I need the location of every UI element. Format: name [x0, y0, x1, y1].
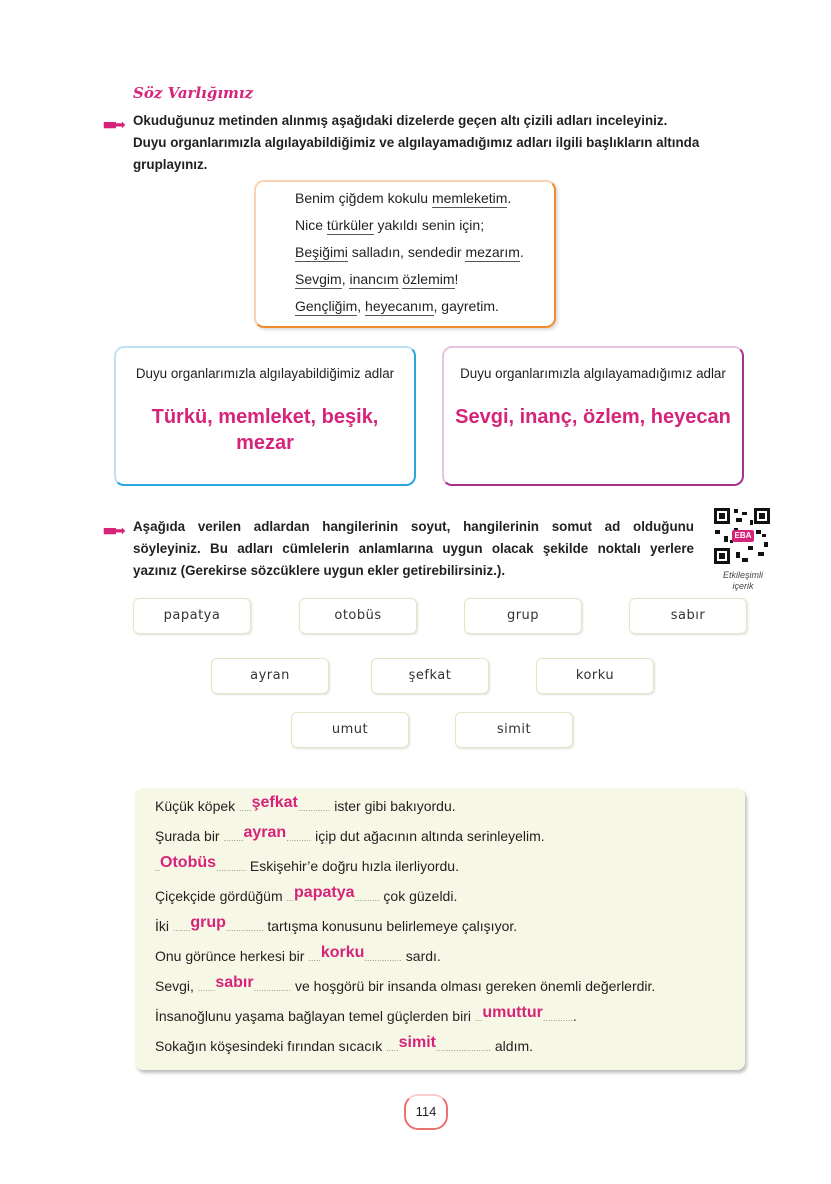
handwritten-answer: mezar: [236, 432, 294, 454]
poem-line-1: [295, 190, 511, 206]
sentence-text: Onu görünce herkesi bir: [155, 948, 309, 964]
perceivable-nouns-box: [114, 346, 416, 486]
qr-caption-line: Etkileşimli: [722, 570, 763, 580]
sentence: Çiçekçide gördüğüm ...papatya.......... çok güzeldi.: [155, 884, 458, 904]
qr-code-icon[interactable]: [712, 506, 772, 566]
sentence-text: Sokağın köşesindeki fırından sıcacık: [155, 1038, 387, 1054]
word-card: ayran: [211, 658, 329, 694]
poem-text: yakıldı senin için;: [373, 217, 485, 233]
blank-answer[interactable]: grup: [190, 914, 226, 931]
poem-box: [254, 180, 556, 328]
sentence: Sokağın köşesindeki fırından sıcacık .....simit...................... aldım.: [155, 1034, 534, 1054]
blank-answer[interactable]: korku: [320, 944, 365, 961]
sentence-text: sardı.: [401, 948, 441, 964]
sentence: Sevgi, .......sabır............... ve hoşgörü bir insanda olması gereken önemli değerlerdir.: [155, 974, 656, 994]
word-card: umut: [291, 712, 409, 748]
sentence-text: ister gibi bakıyordu.: [330, 798, 456, 814]
poem-line-5: [295, 298, 499, 314]
word-card: sabır: [629, 598, 747, 634]
underlined-noun: memleketim: [431, 190, 508, 206]
blank-answer[interactable]: papatya: [294, 884, 355, 901]
poem-text: ,: [357, 298, 366, 314]
sentence-text: çok güzeldi.: [379, 888, 458, 904]
sentence-text: tartışma konusunu belirlemeye çalışıyor.: [263, 918, 518, 934]
underlined-noun: inancım: [349, 271, 399, 287]
sentence-text: Sevgi,: [155, 978, 198, 994]
underlined-noun: türküler: [326, 217, 374, 233]
sentence: Şurada bir ........ayran.......... içip dut ağacının altında serinleyelim.: [155, 824, 545, 844]
sentence-text: aldım.: [491, 1038, 534, 1054]
sentence-text: ve hoşgörü bir insanda olması gereken önemli değerlerdir.: [291, 978, 656, 994]
instruction-2-line: yazınız (Gerekirse sözcüklere uygun ekler getirebilirsiniz.).: [133, 563, 506, 578]
instruction-1-line: gruplayınız.: [133, 157, 208, 172]
arrow-right-icon: ■■➡: [103, 117, 124, 132]
poem-text: Benim çiğdem kokulu: [295, 190, 432, 206]
sentence-text: Şurada bir: [155, 828, 224, 844]
box-heading: Duyu organlarımızla algılayamadığımız adlar: [460, 366, 726, 381]
sentence: Küçük köpek .....şefkat............. ister gibi bakıyordu.: [155, 794, 456, 814]
underlined-noun: özlemim: [402, 271, 455, 287]
unperceivable-nouns-box: [442, 346, 744, 486]
poem-line-3: [295, 244, 524, 260]
handwritten-answer: Türkü, memleket, beşik,: [151, 406, 379, 428]
word-card: otobüs: [299, 598, 417, 634]
underlined-noun: Gençliğim: [295, 298, 358, 314]
poem-text: , gayretim.: [433, 298, 499, 314]
instruction-2-line: Aşağıda verilen adlardan hangilerinin soyut, hangilerinin somut ad olduğunu: [133, 519, 694, 534]
sentence: İki .......grup............... tartışma konusunu belirlemeye çalışıyor.: [155, 914, 518, 934]
word-card: korku: [536, 658, 654, 694]
instruction-2-line: söyleyiniz. Bu adları cümlelerin anlamlarına uygun olacak şekilde noktalı yerlere: [133, 541, 694, 556]
blank-answer[interactable]: simit: [398, 1034, 436, 1051]
sentence: İnsanoğlunu yaşama bağlayan temel güçlerden biri ...umuttur.............: [155, 1004, 577, 1024]
section-title: Söz Varlığımız: [133, 84, 254, 102]
underlined-noun: heyecanım: [365, 298, 434, 314]
sentence-text: İnsanoğlunu yaşama bağlayan temel güçlerden biri: [155, 1008, 475, 1024]
poem-line-2: [295, 217, 484, 233]
qr-caption: [705, 570, 781, 592]
fill-in-blanks-panel: [135, 788, 745, 1070]
poem-text: .: [507, 190, 512, 206]
sentence-text: içip dut ağacının altında serinleyelim.: [311, 828, 545, 844]
poem-text: !: [454, 271, 459, 287]
qr-caption-line: içerik: [732, 581, 754, 591]
blank-answer[interactable]: sabır: [215, 974, 254, 991]
sentence: ..Otobüs............ Eskişehir’e doğru hızla ilerliyordu.: [155, 854, 459, 874]
poem-text: Nice: [295, 217, 327, 233]
instruction-1-line: Duyu organlarımızla algılayabildiğimiz ve algılayamadığımız adları ilgili başlıkların altında: [133, 135, 700, 150]
underlined-noun: mezarım: [465, 244, 520, 260]
handwritten-answer: Sevgi, inanç, özlem, heyecan: [455, 406, 731, 428]
word-card: şefkat: [371, 658, 489, 694]
blank-answer[interactable]: ayran: [243, 824, 287, 841]
blank-answer[interactable]: şefkat: [251, 794, 298, 811]
blank-answer[interactable]: Otobüs: [160, 854, 217, 871]
eba-badge: EBA: [734, 531, 752, 540]
sentence-text: İki: [155, 918, 173, 934]
poem-line-4: [295, 271, 458, 287]
sentence: Onu görünce herkesi bir .....korku............... sardı.: [155, 944, 441, 964]
poem-text: salladın, sendedir: [347, 244, 466, 260]
underlined-noun: Sevgim: [295, 271, 342, 287]
instruction-2: [133, 516, 694, 582]
underlined-noun: Beşiğimi: [295, 244, 348, 260]
blank-answer[interactable]: umuttur: [482, 1004, 543, 1021]
sentence-text: Çiçekçide gördüğüm: [155, 888, 287, 904]
page-number: 114: [404, 1094, 448, 1130]
poem-text: .: [519, 244, 524, 260]
arrow-right-icon: ■■➡: [103, 523, 124, 538]
instruction-1-line: Okuduğunuz metinden alınmış aşağıdaki dizelerde geçen altı çizili adları inceleyiniz.: [133, 113, 668, 128]
word-card: grup: [464, 598, 582, 634]
box-heading: Duyu organlarımızla algılayabildiğimiz adlar: [135, 366, 395, 381]
sentence-text: Eskişehir’e doğru hızla ilerliyordu.: [246, 858, 459, 874]
sentence-text: Küçük köpek: [155, 798, 240, 814]
instruction-1: [133, 110, 748, 176]
word-card: simit: [455, 712, 573, 748]
poem-text: ,: [341, 271, 350, 287]
sentence-text: .: [572, 1008, 577, 1024]
word-card: papatya: [133, 598, 251, 634]
